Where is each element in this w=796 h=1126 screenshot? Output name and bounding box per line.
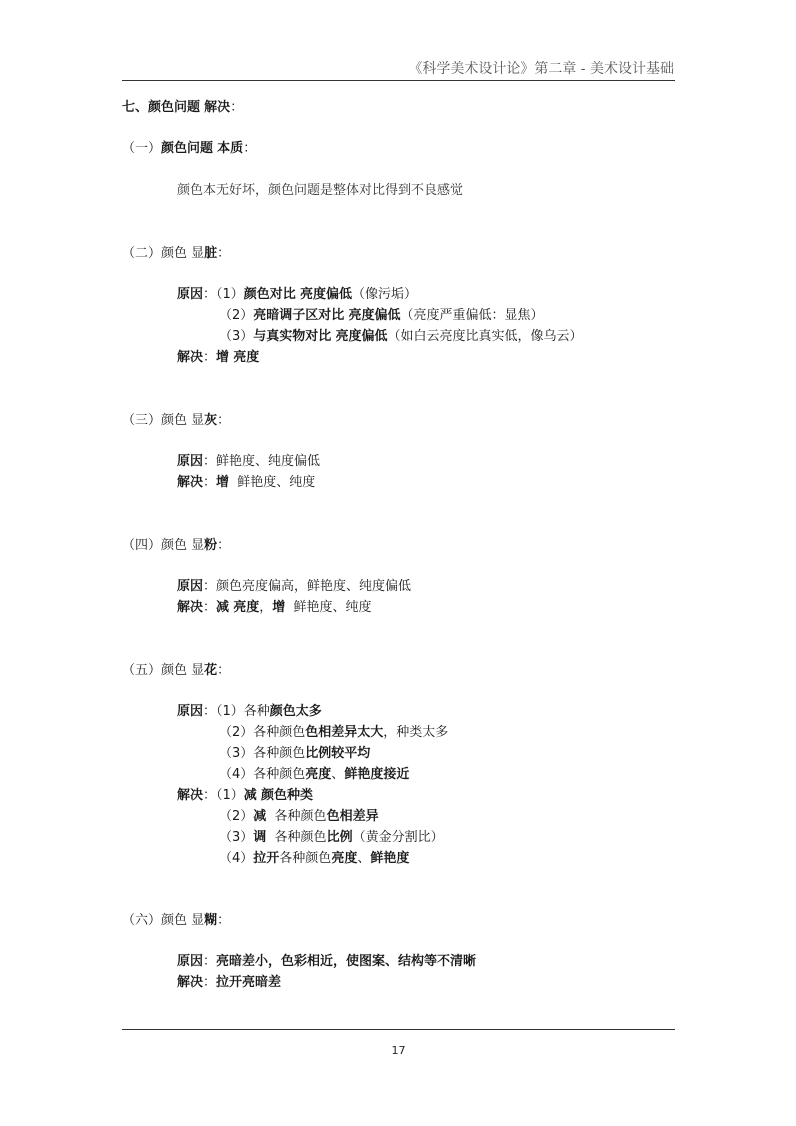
s5-reason-1: [177, 703, 322, 721]
header-rule: [122, 80, 675, 81]
s5-r2-prefix: （2）各种颜色: [219, 725, 306, 740]
s3-heading-bold: 灰: [204, 413, 218, 428]
page-number: 17: [391, 1044, 406, 1057]
s5-r4-bold-2: 鲜艳度接近: [344, 767, 410, 782]
s5-j3-prefix: （3）: [219, 830, 254, 845]
s5-j2-note: 各种颜色: [266, 809, 327, 824]
s1-text: 颜色本无好坏，颜色问题是整体对比得到不良感觉: [177, 183, 464, 198]
s5-r1-connector: ：（1）各种: [203, 704, 270, 719]
s5-j4-connector: 、: [357, 851, 371, 866]
s2-heading: [122, 245, 230, 263]
s3-heading-prefix: （三）颜色 显: [122, 413, 205, 428]
s6-l2-connector: ：: [203, 975, 217, 990]
s5-j3-bold-2: 比例: [326, 830, 353, 845]
s2-line-1: [177, 286, 417, 304]
s5-j2-bold-2: 色相差异: [326, 809, 379, 824]
s3-heading-end: ：: [217, 413, 231, 428]
title-prefix: 七、: [122, 100, 149, 115]
s5-reason-4: [219, 766, 409, 784]
s5-r2-bold-1: 色相差异太大: [305, 725, 384, 740]
s4-l1-note: ：颜色亮度偏高，鲜艳度、纯度偏低: [203, 579, 412, 594]
s5-heading-end: ：: [217, 663, 231, 678]
s4-l1-label: 原因: [177, 579, 204, 594]
s6-l1-connector: ：: [203, 954, 217, 969]
s5-r1-bold-1: 颜色太多: [269, 704, 322, 719]
s5-reason-3: [219, 745, 370, 763]
s2-l3-bold-2: 亮度偏低: [335, 329, 388, 344]
s5-heading-prefix: （五）颜色 显: [122, 663, 205, 678]
s5-j2-prefix: （2）: [219, 809, 254, 824]
s5-j1-bold-1: 减: [243, 788, 257, 803]
running-header: 《科学美术设计论》第二章 - 美术设计基础: [408, 61, 674, 77]
s2-l2-bold-2: 亮度偏低: [348, 308, 401, 323]
s3-l2-bold-1: 增: [216, 475, 230, 490]
s5-r4-bold-1: 亮度: [305, 767, 332, 782]
footer-rule: [122, 1029, 675, 1030]
s3-line-2: [177, 474, 315, 492]
s5-j3-note: 各种颜色: [266, 830, 327, 845]
title-bold-1: 颜色问题: [148, 100, 201, 115]
s4-l2-bold-2: 亮度: [233, 600, 260, 615]
s5-solution-3: [219, 829, 444, 847]
s4-l2-connector: ：: [203, 600, 217, 615]
s5-j2-bold-1: 减: [253, 809, 267, 824]
s2-l4-connector: ：: [203, 350, 217, 365]
s3-l2-label: 解决: [177, 475, 204, 490]
s1-heading-prefix: （一）: [122, 141, 162, 156]
s2-line-3: [219, 328, 582, 346]
s4-l2-label: 解决: [177, 600, 204, 615]
s6-l1-bold-1: 亮暗差小，色彩相近，使图案、结构等不清晰: [216, 954, 477, 969]
s4-l2-bold-3: 增: [272, 600, 286, 615]
s6-heading-end: ：: [217, 913, 231, 928]
s2-l4-bold-1: 增: [216, 350, 230, 365]
s2-l1-bold-2: 亮度偏低: [299, 287, 352, 302]
s3-l2-connector: ：: [203, 475, 217, 490]
s4-l2-connector-2: ，: [259, 600, 273, 615]
s2-l2-note: （亮度严重偏低：显焦）: [400, 308, 544, 323]
s4-heading: [122, 537, 230, 555]
s5-heading-bold: 花: [204, 663, 218, 678]
s5-j4-note: 各种颜色: [279, 851, 332, 866]
s2-l3-bold-1: 与真实物对比: [253, 329, 332, 344]
section-title: [122, 99, 243, 117]
title-bold-2: 解决: [204, 100, 231, 115]
s2-l4-label: 解决: [177, 350, 204, 365]
s2-heading-bold: 脏: [204, 246, 218, 261]
s3-l2-note: 鲜艳度、纯度: [229, 475, 316, 490]
s5-j4-bold-2: 亮度: [331, 851, 358, 866]
s5-j1-label: 解决: [177, 788, 204, 803]
s2-l1-label: 原因: [177, 287, 204, 302]
s5-r1-label: 原因: [177, 704, 204, 719]
s4-l2-note: 鲜艳度、纯度: [285, 600, 372, 615]
s5-j1-connector: ：（1）: [203, 788, 244, 803]
s5-r3-prefix: （3）各种颜色: [219, 746, 306, 761]
s5-heading: [122, 662, 230, 680]
s3-heading: [122, 412, 230, 430]
s4-heading-prefix: （四）颜色 显: [122, 538, 205, 553]
s6-heading-bold: 糊: [204, 913, 218, 928]
s3-line-1: [177, 453, 320, 471]
s2-l1-note: （像污垢）: [351, 287, 417, 302]
s2-l1-bold-1: 颜色对比: [243, 287, 296, 302]
s6-line-2: [177, 974, 281, 992]
s6-heading: [122, 912, 230, 930]
s2-l3-note: （如白云亮度比真实低，像乌云）: [387, 329, 583, 344]
s4-heading-bold: 粉: [204, 538, 218, 553]
s5-solution-4: [219, 850, 409, 868]
s5-j4-bold-3: 鲜艳度: [370, 851, 410, 866]
s6-l2-bold-1: 拉开亮暗差: [216, 975, 282, 990]
s3-l1-label: 原因: [177, 454, 204, 469]
s1-heading: [122, 140, 256, 158]
s4-l2-bold-1: 减: [216, 600, 230, 615]
s2-heading-prefix: （二）颜色 显: [122, 246, 205, 261]
s5-solution-1: [177, 787, 313, 805]
s4-line-2: [177, 599, 372, 617]
s2-l4-bold-2: 亮度: [233, 350, 260, 365]
s5-r4-prefix: （4）各种颜色: [219, 767, 306, 782]
s3-l1-note: ：鲜艳度、纯度偏低: [203, 454, 321, 469]
s5-j1-bold-2: 颜色种类: [260, 788, 313, 803]
s5-solution-2: [219, 808, 379, 826]
s1-heading-bold-1: 颜色问题: [161, 141, 214, 156]
s5-r4-connector: 、: [331, 767, 345, 782]
s4-line-1: [177, 578, 411, 596]
s2-l2-bold-1: 亮暗调子区对比: [253, 308, 345, 323]
s2-heading-end: ：: [217, 246, 231, 261]
s6-l1-label: 原因: [177, 954, 204, 969]
s6-heading-prefix: （六）颜色 显: [122, 913, 205, 928]
s2-l1-connector: ：（1）: [203, 287, 244, 302]
s2-line-4: [177, 349, 259, 367]
s5-j4-prefix: （4）: [219, 851, 254, 866]
s2-l3-prefix: （3）: [219, 329, 254, 344]
s5-j3-bold-1: 调: [253, 830, 267, 845]
s2-l2-prefix: （2）: [219, 308, 254, 323]
s6-line-1: [177, 953, 476, 971]
s2-line-2: [219, 307, 543, 325]
s5-r3-bold-1: 比例较平均: [305, 746, 371, 761]
s5-j3-note-2: （黄金分割比）: [352, 830, 444, 845]
title-end: ：: [230, 100, 244, 115]
s5-reason-2: [219, 724, 448, 742]
s1-heading-bold-2: 本质: [217, 141, 244, 156]
s5-j4-bold-1: 拉开: [253, 851, 280, 866]
s1-heading-end: ：: [243, 141, 257, 156]
s4-heading-end: ：: [217, 538, 231, 553]
s6-l2-label: 解决: [177, 975, 204, 990]
s5-r2-note: ，种类太多: [383, 725, 449, 740]
